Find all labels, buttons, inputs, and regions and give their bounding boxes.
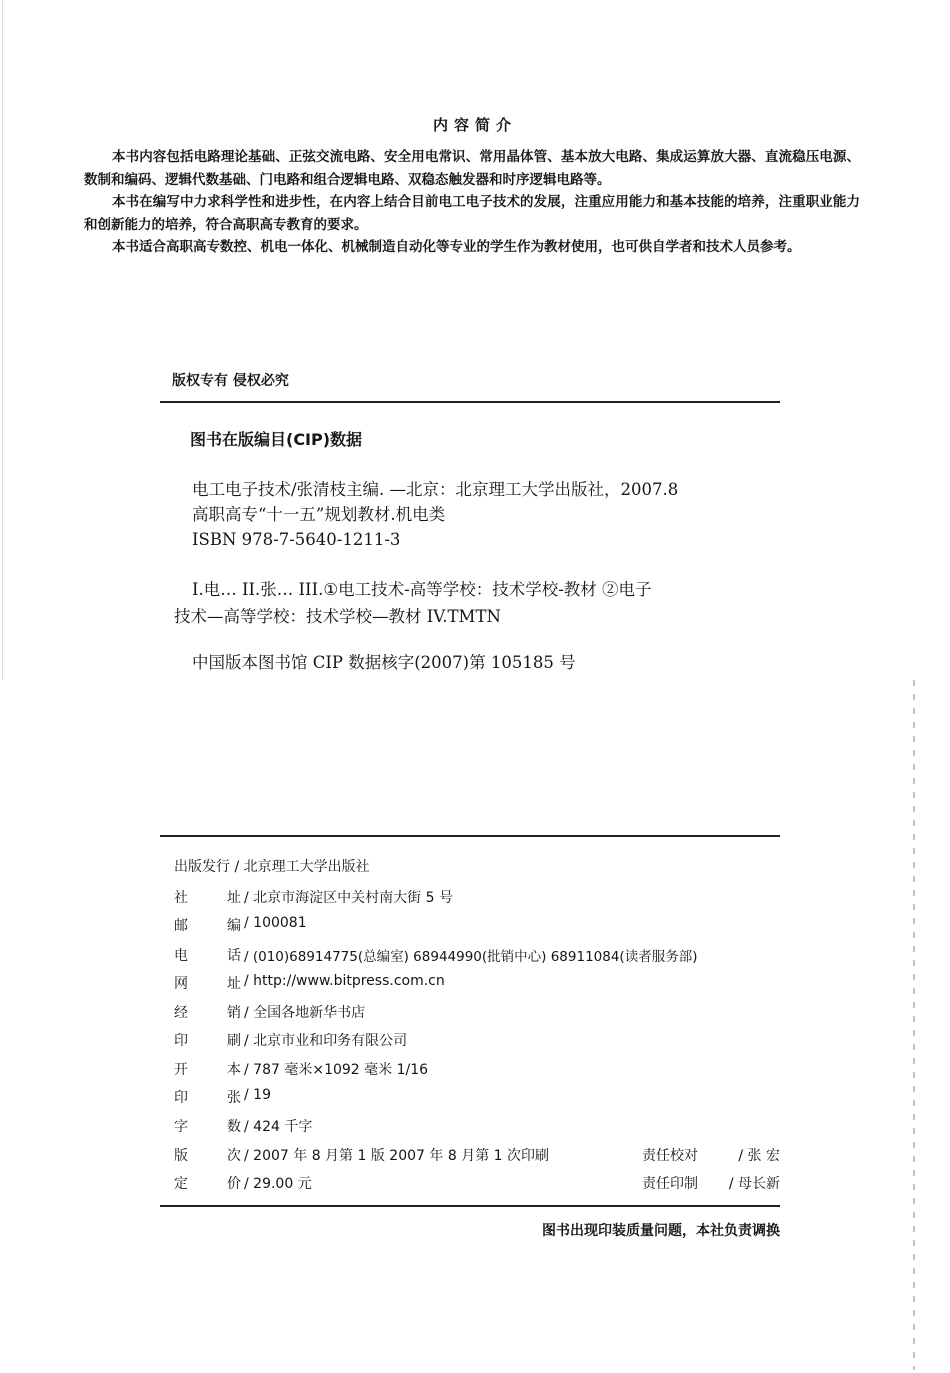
row-value: / http://www.bitpress.com.cn bbox=[244, 973, 445, 989]
row-label-char-1: 经 bbox=[174, 1005, 188, 1021]
row-value: / 19 bbox=[244, 1087, 271, 1103]
print-supervisor-label: 责任印制 bbox=[642, 1176, 698, 1192]
row-label-char-1: 电 bbox=[174, 948, 188, 964]
row-value: / 2007 年 8 月第 1 版 2007 年 8 月第 1 次印刷 bbox=[244, 1148, 550, 1164]
publisher-row bbox=[174, 1002, 780, 1026]
summary-text bbox=[84, 146, 860, 259]
publisher-row bbox=[174, 1173, 780, 1197]
row-value: / 424 千字 bbox=[244, 1119, 313, 1135]
row-label-char-2: 张 bbox=[227, 1090, 241, 1106]
scan-edge-right bbox=[913, 680, 915, 1370]
row-value: / 29.00 元 bbox=[244, 1176, 312, 1192]
row-label-char-2: 次 bbox=[227, 1148, 241, 1164]
row-value: / 100081 bbox=[244, 915, 307, 931]
summary-title: 内容简介 bbox=[432, 116, 517, 134]
row-label-char-1: 印 bbox=[174, 1090, 188, 1106]
row-label-char-2: 本 bbox=[227, 1062, 241, 1078]
row-label-char-1: 网 bbox=[174, 976, 188, 992]
cip-subject bbox=[174, 576, 794, 630]
row-label-char-2: 价 bbox=[227, 1176, 241, 1192]
summary-paragraph-1: 本书内容包括电路理论基础、正弦交流电路、安全用电常识、常用晶体管、基本放大电路、集成运算放大器、直流稳压电源、数制和编码、逻辑代数基础、门电路和组合逻辑电路、双稳态触发器和时序逻辑电路等。 bbox=[84, 149, 860, 188]
row-label-char-1: 版 bbox=[174, 1148, 188, 1164]
row-label-char-2: 址 bbox=[227, 890, 241, 906]
row-label-char-1: 邮 bbox=[174, 918, 188, 934]
cip-subject-line-2: 技术—高等学校：技术学校—教材 IV.TMTN bbox=[174, 607, 501, 626]
row-label-char-2: 址 bbox=[227, 976, 241, 992]
row-label-char-1: 定 bbox=[174, 1176, 188, 1192]
publisher-row bbox=[174, 945, 780, 969]
summary-paragraph-2: 本书在编写中力求科学性和进步性，在内容上结合目前电工电子技术的发展，注重应用能力和基本技能的培养，注重职业能力和创新能力的培养，符合高职高专教育的要求。 bbox=[84, 194, 860, 233]
cip-header: 图书在版编目(CIP)数据 bbox=[190, 430, 363, 449]
cip-title-line: 电工电子技术/张清枝主编. —北京：北京理工大学出版社，2007.8 bbox=[192, 480, 679, 499]
cip-series-line: 高职高专“十一五”规划教材.机电类 bbox=[192, 505, 446, 524]
row-label-char-2: 编 bbox=[227, 918, 241, 934]
publisher-bottom-rule bbox=[160, 1205, 780, 1207]
publisher-row bbox=[174, 1087, 780, 1111]
row-value: / 787 毫米×1092 毫米 1/16 bbox=[244, 1062, 429, 1078]
row-label-char-1: 社 bbox=[174, 890, 188, 906]
row-value: / 全国各地新华书店 bbox=[244, 1005, 366, 1021]
row-value: / 北京市海淀区中关村南大街 5 号 bbox=[244, 890, 453, 906]
publisher-row bbox=[174, 1059, 780, 1083]
summary-paragraph-3: 本书适合高职高专数控、机电一体化、机械制造自动化等专业的学生作为教材使用，也可供自学者和技术人员参考。 bbox=[112, 239, 801, 255]
cip-isbn-line: ISBN 978-7-5640-1211-3 bbox=[192, 530, 401, 549]
cip-verification: 中国版本图书馆 CIP 数据核字(2007)第 105185 号 bbox=[192, 653, 576, 672]
row-label-char-1: 字 bbox=[174, 1119, 188, 1135]
cip-subject-line-1: I.电… II.张… III.①电工技术-高等学校：技术学校-教材 ②电子 bbox=[192, 580, 652, 599]
row-label-char-2: 刷 bbox=[227, 1033, 241, 1049]
publisher-row bbox=[174, 1116, 780, 1140]
publisher-row bbox=[174, 1145, 780, 1169]
copyright-notice: 版权专有 侵权必究 bbox=[172, 373, 289, 389]
row-value: / (010)68914775(总编室) 68944990(批销中心) 68911084(读者服务部) bbox=[244, 949, 698, 965]
print-supervisor-value: / 母长新 bbox=[728, 1176, 780, 1192]
publisher-header: 出版发行 / 北京理工大学出版社 bbox=[174, 859, 370, 875]
quality-notice: 图书出现印装质量问题，本社负责调换 bbox=[542, 1223, 780, 1239]
scan-edge-left bbox=[2, 0, 3, 680]
row-label-char-2: 话 bbox=[227, 948, 241, 964]
publisher-row bbox=[174, 1030, 780, 1054]
proofreader-label: 责任校对 bbox=[642, 1148, 698, 1164]
publisher-row bbox=[174, 887, 780, 911]
proofreader-value: / 张 宏 bbox=[738, 1148, 780, 1164]
publisher-top-rule bbox=[160, 835, 780, 837]
row-label-char-2: 数 bbox=[227, 1119, 241, 1135]
publisher-row bbox=[174, 915, 780, 939]
publisher-row bbox=[174, 973, 780, 997]
row-label-char-2: 销 bbox=[227, 1005, 241, 1021]
cip-top-rule bbox=[160, 401, 780, 403]
row-value: / 北京市业和印务有限公司 bbox=[244, 1033, 408, 1049]
row-label-char-1: 印 bbox=[174, 1033, 188, 1049]
row-label-char-1: 开 bbox=[174, 1062, 188, 1078]
